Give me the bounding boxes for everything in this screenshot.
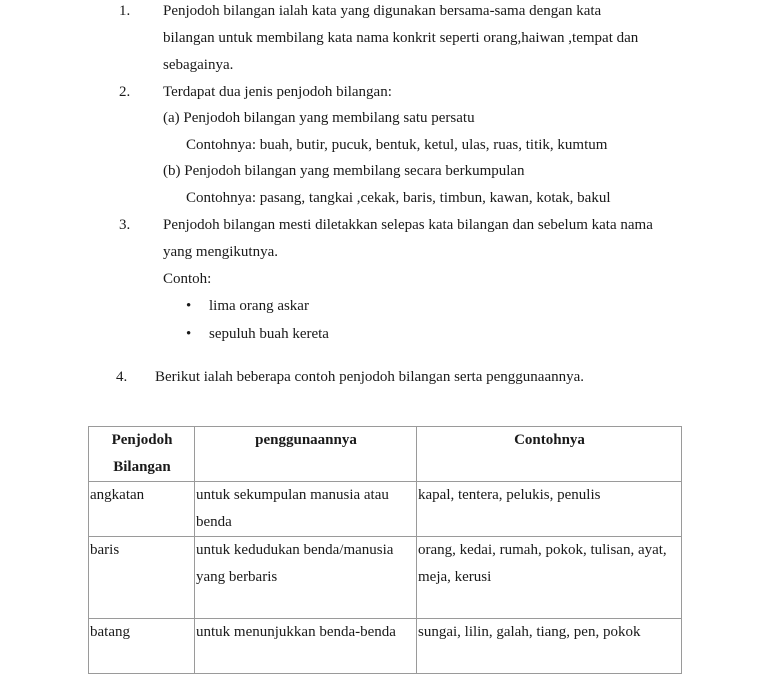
- header-penggunaannya: penggunaannya: [195, 427, 417, 482]
- cell-penggunaan: [195, 619, 417, 674]
- item-3-line-3: Contoh:: [163, 271, 212, 287]
- item-1-line-1: Penjodoh bilangan ialah kata yang digunakan bersama-sama dengan kata: [163, 3, 602, 19]
- item-3-line-2: yang mengikutnya.: [163, 244, 278, 260]
- cell-penggunaan: [195, 482, 417, 537]
- item-2-line-1: Terdapat dua jenis penjodoh bilangan:: [163, 84, 392, 100]
- item-1-line-3: sebagainya.: [163, 57, 234, 73]
- item-2-sub-b: (b) Penjodoh bilangan yang membilang secara berkumpulan: [163, 163, 525, 179]
- table-row: [89, 537, 682, 619]
- item-2-sub-a-examples: Contohnya: buah, butir, pucuk, bentuk, ketul, ulas, ruas, titik, kumtum: [186, 137, 608, 153]
- cell-contoh: [417, 619, 682, 674]
- cell-line: benda: [196, 514, 232, 530]
- penjodoh-table: [88, 426, 682, 674]
- header-penjodoh-bilangan: [89, 427, 195, 482]
- item-2-sub-a: (a) Penjodoh bilangan yang membilang satu persatu: [163, 110, 475, 126]
- cell-penjodoh: batang: [89, 619, 195, 674]
- cell-line: orang, kedai, rumah, pokok, tulisan, ayat,: [418, 542, 667, 558]
- cell-line: meja, kerusi: [418, 569, 492, 585]
- cell-penjodoh: angkatan: [89, 482, 195, 537]
- header-penjodoh: Penjodoh: [111, 432, 173, 448]
- header-bilangan: Bilangan: [113, 459, 171, 475]
- bullet-icon: •: [186, 326, 192, 342]
- bullet-item-2: sepuluh buah kereta: [209, 326, 329, 342]
- item-number-4: 4.: [116, 369, 128, 385]
- table-row: [89, 482, 682, 537]
- cell-line: untuk sekumpulan manusia atau: [196, 487, 389, 503]
- bullet-item-1: lima orang askar: [209, 298, 309, 314]
- cell-contoh: [417, 537, 682, 619]
- cell-penggunaan: [195, 537, 417, 619]
- cell-line: untuk kedudukan benda/manusia: [196, 542, 394, 558]
- cell-line: untuk menunjukkan benda-benda: [196, 624, 396, 640]
- item-number-1: 1.: [119, 3, 131, 19]
- table-header-row: [89, 427, 682, 482]
- item-1-line-2: bilangan untuk membilang kata nama konkrit seperti orang,haiwan ,tempat dan: [163, 30, 639, 46]
- header-contohnya: Contohnya: [417, 427, 682, 482]
- item-number-3: 3.: [119, 217, 131, 233]
- item-2-sub-b-examples: Contohnya: pasang, tangkai ,cekak, baris, timbun, kawan, kotak, bakul: [186, 190, 611, 206]
- item-number-2: 2.: [119, 84, 131, 100]
- cell-contoh: [417, 482, 682, 537]
- table-row: [89, 619, 682, 674]
- cell-penjodoh: baris: [89, 537, 195, 619]
- bullet-icon: •: [186, 298, 192, 314]
- cell-line: sungai, lilin, galah, tiang, pen, pokok: [418, 624, 641, 640]
- item-3-line-1: Penjodoh bilangan mesti diletakkan selepas kata bilangan dan sebelum kata nama: [163, 217, 653, 233]
- cell-line: kapal, tentera, pelukis, penulis: [418, 487, 601, 503]
- item-4-line-1: Berikut ialah beberapa contoh penjodoh bilangan serta penggunaannya.: [155, 369, 585, 385]
- cell-line: yang berbaris: [196, 569, 278, 585]
